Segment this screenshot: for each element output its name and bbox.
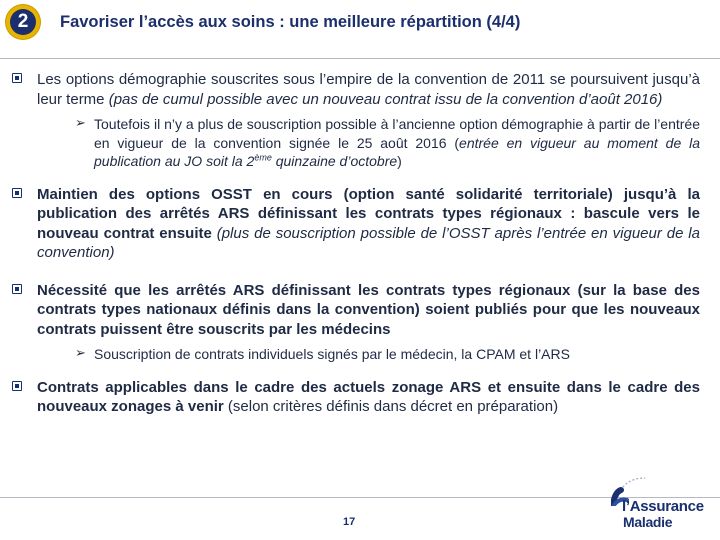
bullet-item (10, 378, 700, 417)
square-bullet-icon (12, 284, 22, 294)
bullet-item (10, 70, 700, 171)
sub-bullet-text (94, 345, 700, 364)
text-run: (selon critères définis dans décret en préparation) (223, 398, 559, 415)
text-run: Maintien des options OSST en cours (option santé solidarité territoriale) jusqu’à la publication des arrêtés ARS définissant les contrats types régionaux : bascule vers le nouveau contrat ensuite (37, 185, 700, 242)
square-bullet-icon (12, 73, 22, 83)
header-divider (0, 58, 720, 59)
section-number-badge (6, 5, 40, 39)
square-bullet-icon (12, 188, 22, 198)
bullet-text (37, 281, 700, 340)
text-run: Toutefois il n’y a plus de souscription possible à l’ancienne option démographie à partir de l’entrée en vigueur de la convention signée le 25 août 2016 ( (94, 116, 700, 151)
page-number: 17 (343, 516, 356, 528)
square-bullet-icon (12, 381, 22, 391)
text-run: entrée en vigueur au moment de la publication au JO soit la 2 (94, 134, 700, 169)
bullet-list (10, 70, 700, 417)
sub-bullet-text (94, 115, 700, 171)
bullet-text (37, 378, 700, 417)
bullet-item (10, 281, 700, 364)
text-run: (pas de cumul possible avec un nouveau contrat issu de la convention d’août 2016) (108, 90, 663, 108)
text-run: ) (397, 153, 402, 169)
section-number: 2 (10, 9, 36, 35)
text-run: quinzaine d’octobre (271, 153, 398, 169)
arrow-bullet-icon: ➢ (75, 345, 86, 360)
text-run: Nécessité que les arrêtés ARS définissant les contrats types régionaux (sur la base des contrats types nationaux définis dans la convention) soient publiés pour que les nouveaux contrats puissent être souscrits par les médecins (37, 281, 700, 338)
text-run: ème (254, 152, 272, 163)
bullet-text (37, 185, 700, 263)
logo-line1: l’Assurance (622, 498, 704, 515)
text-run: Souscription de contrats individuels signés par le médecin, la CPAM et l’ARS (94, 346, 570, 362)
sub-bullet-item (37, 345, 700, 364)
assurance-maladie-logo (605, 470, 715, 536)
slide-title: Favoriser l’accès aux soins : une meilleure répartition (4/4) (60, 13, 521, 31)
bullet-text (37, 70, 700, 109)
bullet-item (10, 185, 700, 263)
text-run: (plus de souscription possible de l’OSST après l’entrée en vigueur de la convention) (37, 224, 700, 261)
sub-bullet-item (37, 115, 700, 171)
text-run: Les options démographie souscrites sous l’empire de la convention de 2011 se poursuivent jusqu’à leur terme (37, 71, 700, 108)
logo-line2: Maladie (623, 514, 673, 530)
arrow-bullet-icon: ➢ (75, 115, 86, 130)
text-run: Contrats applicables dans le cadre des actuels zonage ARS et ensuite dans le cadre des nouveaux zonages à venir (37, 378, 700, 415)
